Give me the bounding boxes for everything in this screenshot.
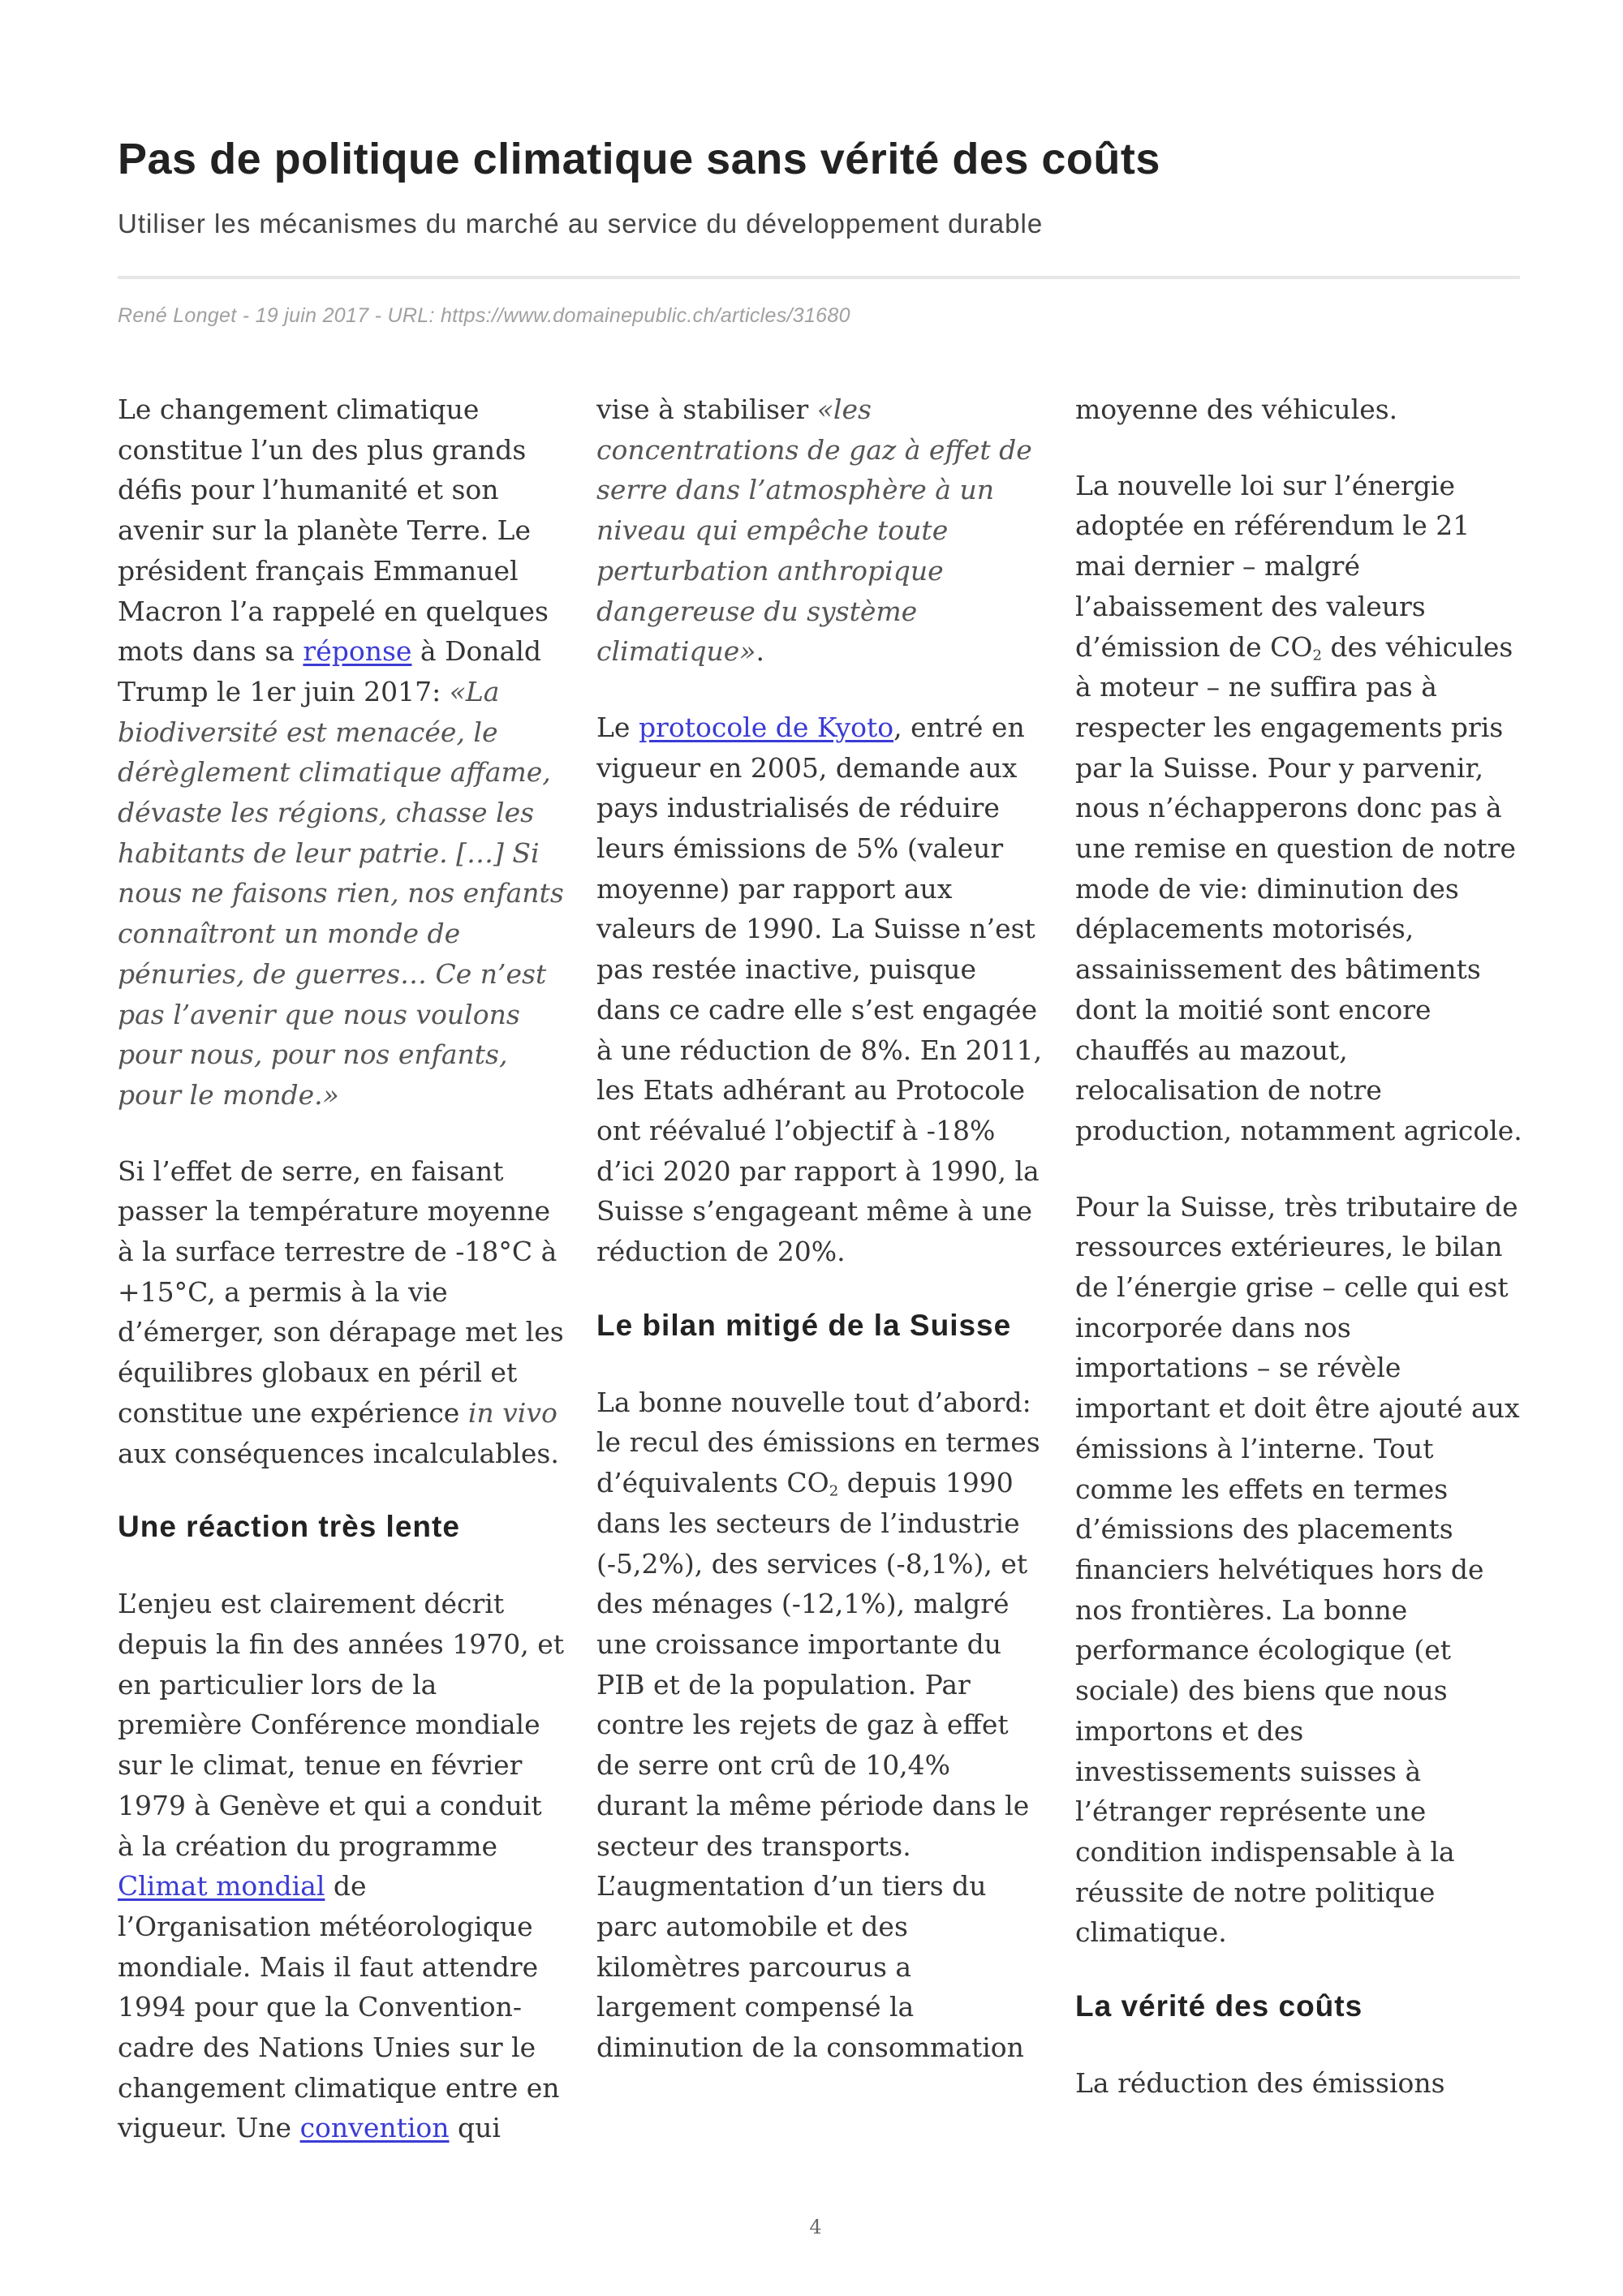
paragraph <box>1075 1187 1523 1953</box>
article-column-3 <box>1075 389 1523 2139</box>
text-run: Le changement climatique constitue l’un des plus grands défis pour l’humanité et son avenir sur la planète Terre. Le président français Emmanuel Macron l’a rappelé en quelques mots dans sa <box>118 393 549 668</box>
text-run: à Donald Trump le 1er juin 2017: <box>118 635 542 707</box>
section-heading: Une réaction très lente <box>118 1510 460 1544</box>
subscript-text: 2 <box>1312 647 1323 664</box>
paragraph <box>596 1382 1044 2068</box>
text-run: aux conséquences incalculables. <box>118 1437 559 1469</box>
article-column-2 <box>596 389 1044 2104</box>
paragraph <box>118 389 566 1116</box>
text-run: L’enjeu est clairement décrit depuis la fin des années 1970, et en particulier lors de la première Conférence mondiale sur le climat, tenue en février 1979 à Genève et qui a conduit à la création du programme <box>118 1588 564 1862</box>
paragraph <box>1075 2063 1523 2104</box>
text-run: , entré en vigueur en 2005, demande aux pays industrialisés de réduire leurs émissions de 5% (valeur moyenne) par rapport aux valeurs de 1990. La Suisse n’est pas restée inactive, puisque dans ce cadre elle s’est engagée à une réduction de 8%. En 2011, les Etats adhérant au Protocole ont réévalué l’objectif à -18% d’ici 2020 par rapport à 1990, la Suisse s’engageant même à une réduction de 20%. <box>596 711 1043 1268</box>
inline-link[interactable]: réponse <box>303 635 412 668</box>
paragraph <box>1075 389 1523 430</box>
text-run: de l’Organisation météorologique mondiale. Mais il faut attendre 1994 pour que la Convention-cadre des Nations Unies sur le changement climatique entre en vigueur. Une <box>118 1870 560 2144</box>
article-column-1 <box>118 389 566 2184</box>
article-title: Pas de politique climatique sans vérité des coûts <box>118 135 1160 183</box>
text-run: La nouvelle loi sur l’énergie adoptée en référendum le 21 mai dernier – malgré l’abaissement des valeurs d’émission de CO <box>1075 469 1470 663</box>
inline-link[interactable]: Climat mondial <box>118 1870 325 1903</box>
article-byline: René Longet - 19 juin 2017 - URL: https://www.domainepublic.ch/articles/31680 <box>118 304 850 327</box>
text-run: La bonne nouvelle tout d’abord: le recul des émissions en termes d’équivalents CO <box>596 1386 1040 1499</box>
inline-link[interactable]: protocole de Kyoto <box>638 711 894 743</box>
italic-text: in vivo <box>467 1396 558 1429</box>
text-run: Pour la Suisse, très tributaire de ressources extérieures, le bilan de l’énergie grise – celle qui est incorporée dans nos importations – se révèle important et doit être ajouté aux émissions à l’interne. Tout comme les effets en termes d’émissions des placements financiers helvétiques hors de nos frontières. La bonne performance écologique (et sociale) des biens que nous importons et des investissements suisses à l’étranger représente une condition indispensable à la réussite de notre politique climatique. <box>1075 1190 1520 1949</box>
text-run: moyenne des véhicules. <box>1075 393 1398 425</box>
section-heading: Le bilan mitigé de la Suisse <box>596 1308 1012 1342</box>
text-run: depuis 1990 dans les secteurs de l’industrie (-5,2%), des services (-8,1%), et des ménages (-12,1%), malgré une croissance importante du PIB et de la population. Par contre les rejets de gaz à effet de serre ont crû de 10,4% durant la même période dans le secteur des transports. L’augmentation d’un tiers du parc automobile et des kilomètres parcourus a largement compensé la diminution de la consommation <box>596 1467 1030 2064</box>
paragraph <box>596 389 1044 672</box>
italic-text: «La biodiversité est menacée, le dérèglement climatique affame, dévaste les régions, chasse les habitants de leur patrie. […] Si nous ne faisons rien, nos enfants connaîtront un monde de pénuries, de guerres… Ce n’est pas l’avenir que nous voulons pour nous, pour nos enfants, pour le monde.» <box>118 675 564 1111</box>
text-run: Si l’effet de serre, en faisant passer la température moyenne à la surface terrestre de -18°C à +15°C, a permis à la vie d’émerger, son dérapage met les équilibres globaux en péril et constitue une expérience <box>118 1154 564 1429</box>
italic-text: «les concentrations de gaz à effet de serre dans l’atmosphère à un niveau qui empêche toute perturbation anthropique dangereuse du système climatique» <box>596 393 1032 668</box>
inline-link[interactable]: convention <box>299 2112 450 2144</box>
header-divider <box>118 276 1520 279</box>
text-run: La réduction des émissions <box>1075 2067 1445 2100</box>
text-run: qui <box>449 2112 501 2144</box>
text-run: vise à stabiliser <box>596 393 817 425</box>
paragraph <box>118 1584 566 2148</box>
article-subtitle: Utiliser les mécanismes du marché au service du développement durable <box>118 209 1044 239</box>
paragraph <box>596 707 1044 1272</box>
section-heading: La vérité des coûts <box>1075 1989 1363 2023</box>
text-run: . <box>756 635 764 668</box>
paragraph <box>1075 466 1523 1151</box>
text-run: Le <box>596 711 639 743</box>
text-run: des véhicules à moteur – ne suffira pas à respecter les engagements pris par la Suisse. Pour y parvenir, nous n’échapperons donc pas à une remise en question de notre mode de vie: diminution des déplacements motorisés, assainissement des bâtiments dont la moitié sont encore chauffés au mazout, relocalisation de notre production, notamment agricole. <box>1075 630 1522 1146</box>
subscript-text: 2 <box>829 1482 839 1500</box>
page-number: 4 <box>809 2216 822 2238</box>
paragraph <box>118 1151 566 1474</box>
